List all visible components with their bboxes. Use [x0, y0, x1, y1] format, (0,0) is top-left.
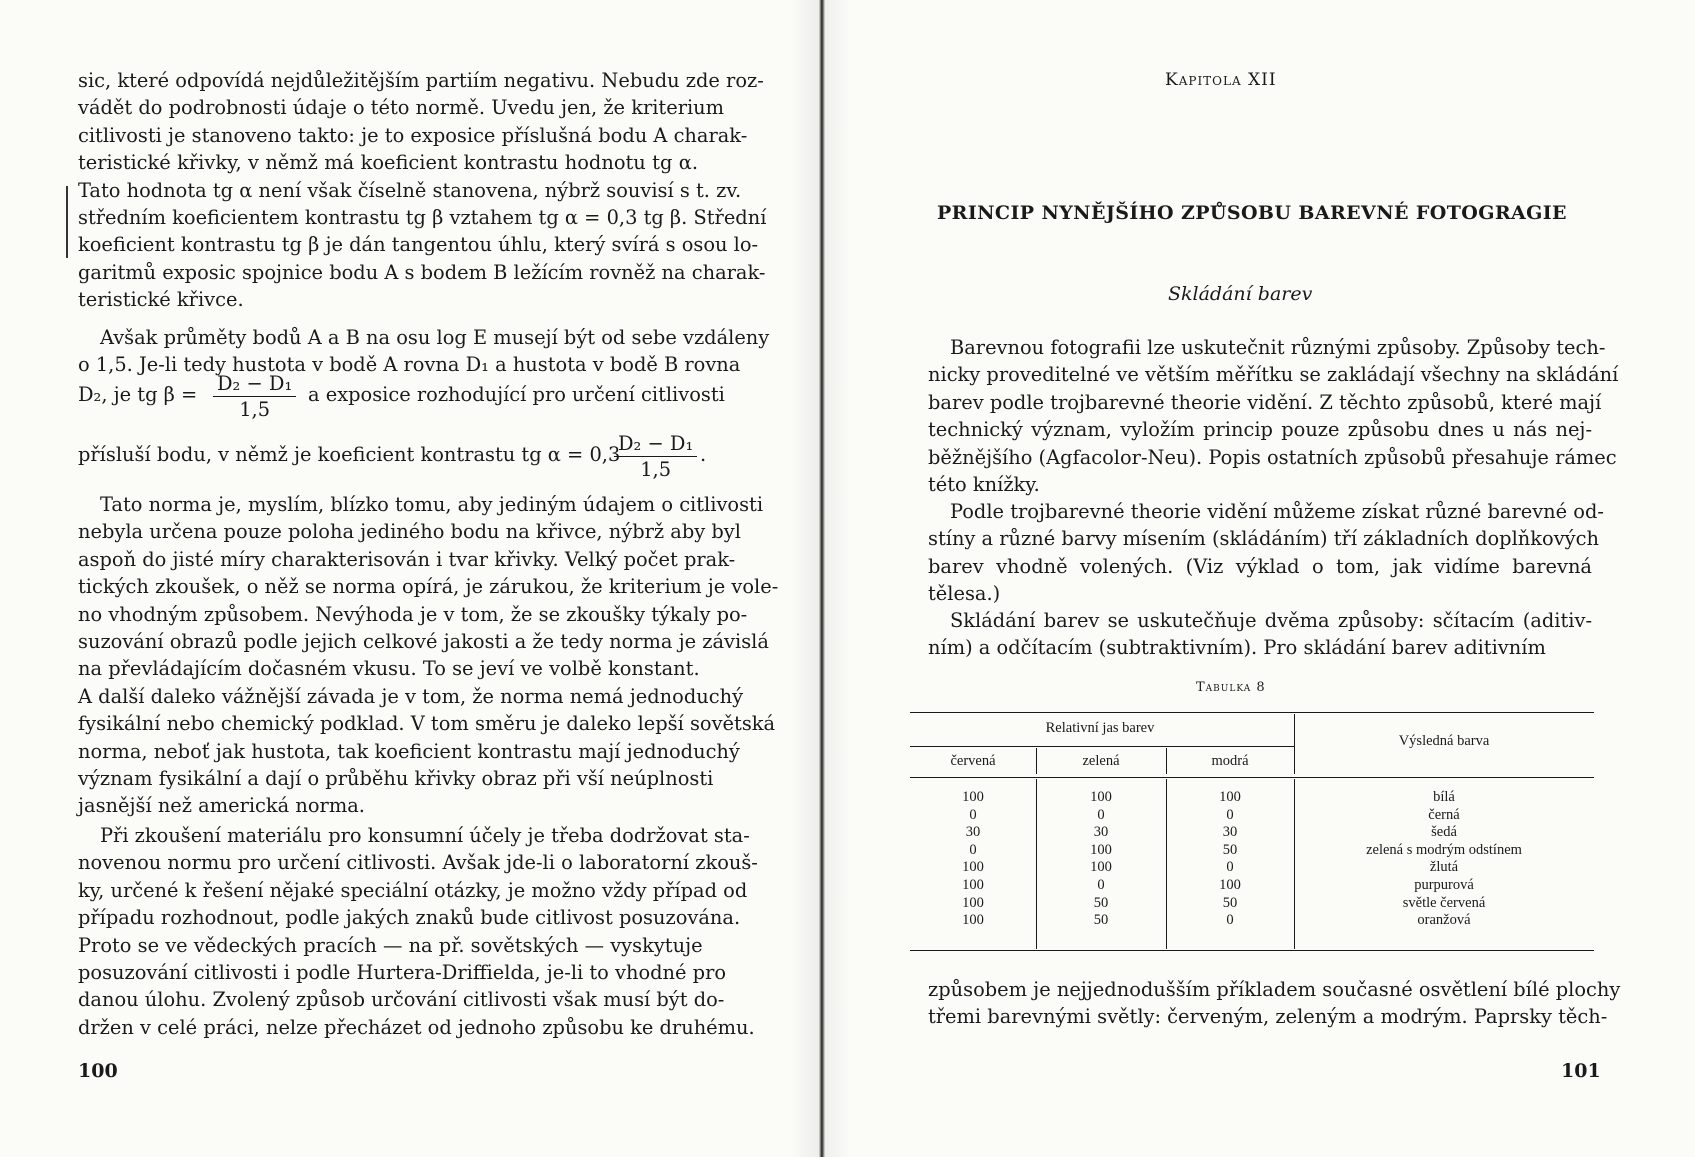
right-paragraph-3 — [928, 607, 1592, 662]
table-cell: 100 — [1219, 789, 1241, 805]
formula2-numerator: D₂ − D₁ — [614, 432, 697, 457]
formula2-fraction — [614, 432, 697, 481]
formula2-lead: přísluší bodu, v němž je koeficient kontrastu tg α = 0,3 — [78, 443, 621, 466]
text-line: vádět do podrobnosti údaje o této normě. Uvedu jen, že kriterium — [78, 96, 725, 120]
table-caption: Tabulka 8 — [1196, 680, 1266, 695]
table-cell: bílá — [1433, 789, 1455, 805]
table-cell: 100 — [962, 912, 984, 929]
table-col-green: zelená — [1082, 753, 1120, 769]
text-line: běžnějšího (Agfacolor-Neu). Popis ostatních způsobů přesahuje rámec — [928, 445, 1617, 469]
text-line: jasnější než americká norma. — [78, 794, 365, 818]
text-line: třemi barevnými světly: červeným, zeleným a modrým. Paprsky těch- — [928, 1005, 1608, 1029]
text-line: Barevnou fotografii lze uskutečnit různými způsoby. Způsoby tech- — [950, 336, 1606, 359]
text-line: držen v celé práci, nelze přecházet od jednoho způsobu ke druhému. — [78, 1015, 755, 1039]
formula1-trail: a exposice rozhodující pro určení citlivosti — [308, 383, 725, 406]
formula1-denominator: 1,5 — [239, 398, 271, 421]
text-line: ky, určené k řešení nějaké speciální otázky, je možno vždy případ od — [78, 878, 748, 902]
text-line: tických zkoušek, o něž se norma opírá, je zárukou, že kriterium je vole- — [78, 575, 779, 599]
text-line: Proto se ve vědeckých pracích — na př. sovětských — vyskytuje — [78, 933, 703, 957]
text-line: fysikální nebo chemický podklad. V tom směru je daleko lepší sovětská — [78, 712, 776, 736]
text-line: Podle trojbarevné theorie vidění můžeme získat různé barevné od- — [950, 500, 1604, 523]
left-page — [0, 0, 820, 1157]
formula-tg-beta — [78, 383, 197, 406]
formula1-fraction — [213, 372, 296, 421]
table-cell: 0 — [1097, 806, 1105, 823]
right-paragraph-4 — [928, 976, 1621, 1031]
text-line: tělesa.) — [928, 582, 1001, 606]
table-cell: zelená s modrým odstínem — [1366, 841, 1522, 858]
chapter-heading: PRINCIP NYNĚJŠÍHO ZPŮSOBU BAREVNÉ FOTOGRAGIE — [937, 202, 1567, 224]
text-line: teristické křivky, v němž má koeficient kontrastu hodnotu tg α. — [78, 151, 698, 175]
text-line: garitmů exposic spojnice bodu A s bodem B ležícím rovněž na charak- — [78, 260, 766, 284]
right-paragraph-2 — [928, 498, 1604, 608]
table-cell: 0 — [1097, 877, 1105, 893]
formula1-lead: D₂, je tg β = — [78, 383, 198, 406]
table-divider — [1294, 779, 1295, 949]
left-paragraph-3 — [78, 491, 779, 820]
table-cell: 50 — [1093, 912, 1109, 929]
text-line: A další daleko vážnější závada je v tom, že norma nemá jednoduchý — [78, 684, 744, 708]
table-cell: 100 — [962, 877, 984, 893]
table-divider — [1294, 714, 1295, 774]
table-result-header: Výsledná barva — [1398, 733, 1490, 749]
text-line: Skládání barev se uskutečňuje dvěma způsoby: sčítacím (aditiv- — [950, 609, 1592, 632]
text-line: suzování obrazů podle jejich celkové jakosti a že tedy norma je závislá — [78, 629, 769, 653]
table-cell: 0 — [1226, 806, 1234, 823]
table-cell: 50 — [1093, 894, 1109, 911]
text-line: technický význam, vyložím princip pouze způsobu dnes u nás nej- — [928, 418, 1592, 442]
chapter-label: Kapitola XII — [1165, 70, 1277, 90]
text-line: no vhodným způsobem. Nevýhoda je v tom, že se zkoušky týkaly po- — [78, 602, 748, 626]
table-cell: 0 — [1226, 859, 1234, 876]
text-line: význam fysikální a dají o průběhu křivky obraz při vší neúplnosti — [78, 766, 714, 790]
left-page-number: 100 — [78, 1060, 118, 1082]
text-line: stíny a různé barvy mísením (skládáním) tří základních doplňkových — [928, 527, 1599, 551]
text-line: citlivosti je stanoveno takto: je to exposice příslušná bodu A charak- — [78, 123, 748, 147]
table-cell: 50 — [1222, 841, 1238, 858]
table-cell: oranžová — [1417, 912, 1471, 929]
text-line: způsobem je nejjednodušším příkladem současné osvětlení bílé plochy — [928, 978, 1621, 1001]
left-paragraph-4 — [78, 822, 758, 1041]
table-cell: 30 — [1222, 824, 1238, 841]
text-line: aspoň do jisté míry charakterisován i tvar křivky. Velký počet prak- — [78, 547, 736, 571]
text-line: danou úlohu. Zvolený způsob určování citlivosti však musí být do- — [78, 988, 725, 1012]
table-cell: 100 — [1090, 859, 1112, 876]
table-cell: 50 — [1222, 894, 1238, 911]
table-cell: 100 — [962, 894, 984, 911]
text-line: teristické křivce. — [78, 288, 244, 312]
table-top-rule — [910, 712, 1594, 713]
left-paragraph-2 — [78, 324, 770, 379]
table-group-header: Relativní jas barev — [1045, 720, 1155, 736]
text-line: Avšak průměty bodů A a B na osu log E musejí být od sebe vzdáleny — [100, 326, 770, 349]
right-page-number: 101 — [1561, 1060, 1601, 1082]
table-cell: černá — [1428, 806, 1460, 823]
table-cell: 0 — [969, 806, 977, 823]
text-line: případu rozhodnout, podle jakých znaků bude citlivost posuzována. — [78, 906, 741, 930]
table-cell: šedá — [1431, 824, 1457, 841]
right-page — [822, 0, 1695, 1157]
table-cell: žlutá — [1429, 859, 1459, 876]
table-col-blue: modrá — [1211, 753, 1249, 769]
text-line: Tato norma je, myslím, blízko tomu, aby jediným údajem o citlivosti — [100, 493, 764, 516]
text-line: novenou normu pro určení citlivosti. Avšak jde-li o laboratorní zkouš- — [78, 851, 758, 875]
table-cell: 100 — [1090, 841, 1112, 858]
section-subheading: Skládání barev — [1168, 283, 1313, 305]
text-line: Tato hodnota tg α není však číselně stanovena, nýbrž souvisí s t. zv. — [78, 178, 742, 202]
table-cell: 0 — [1226, 912, 1234, 929]
table-cell: 100 — [1219, 877, 1241, 893]
right-paragraph-1 — [928, 334, 1619, 498]
table-divider — [1166, 779, 1167, 949]
text-line: sic, které odpovídá nejdůležitějším partiím negativu. Nebudu zde roz- — [78, 69, 764, 92]
text-line: norma, neboť jak hustota, tak koeficient kontrastu mají jednoduchý — [78, 739, 740, 763]
table-cell: 30 — [1093, 824, 1109, 841]
table-cell: 100 — [962, 859, 984, 876]
table-bottom-rule — [910, 950, 1594, 951]
table-divider — [1036, 748, 1037, 774]
formula1-numerator: D₂ − D₁ — [213, 372, 296, 397]
text-line: barev vhodně volených. (Viz výklad o tom, jak vidíme barevná — [928, 554, 1592, 578]
margin-pencil-mark — [66, 186, 68, 258]
table-divider — [1036, 779, 1037, 949]
formula2-denominator: 1,5 — [640, 458, 672, 481]
text-line: ním) a odčítacím (subtraktivním). Pro skládání barev aditivním — [928, 636, 1546, 660]
text-line: na převládajícím dočasném vkusu. To se jeví ve volbě konstant. — [78, 657, 700, 681]
formula2-trail: . — [700, 443, 707, 466]
table-col-red: červená — [950, 753, 996, 769]
text-line: této knížky. — [928, 472, 1040, 496]
text-line: barev podle trojbarevné theorie vidění. Z těchto způsobů, které mají — [928, 390, 1602, 414]
table-divider — [1166, 748, 1167, 774]
table-cell: 100 — [1090, 789, 1112, 805]
table-header-rule — [910, 777, 1594, 778]
table-cell: světle červená — [1402, 894, 1486, 911]
text-line: koeficient kontrastu tg β je dán tangentou úhlu, který svírá s osou lo- — [78, 233, 759, 257]
table-cell: 30 — [965, 824, 981, 841]
text-line: o 1,5. Je-li tedy hustota v bodě A rovna D₁ a hustota v bodě B rovna — [78, 353, 741, 377]
left-paragraph-1 — [78, 67, 767, 314]
table-cell: purpurová — [1414, 877, 1474, 893]
table-cell: 0 — [969, 841, 977, 858]
formula-tg-alpha — [78, 443, 620, 466]
text-line: středním koeficientem kontrastu tg β vztahem tg α = 0,3 tg β. Střední — [78, 205, 767, 229]
table-cell: 100 — [962, 789, 984, 805]
table-group-rule — [910, 746, 1294, 747]
text-line: Při zkoušení materiálu pro konsumní účely je třeba dodržovat sta- — [100, 824, 750, 847]
text-line: nicky proveditelné ve větším měřítku se zakládají všechny na skládání — [928, 363, 1619, 387]
text-line: posuzování citlivosti i podle Hurtera-Driffielda, je-li to vhodné pro — [78, 960, 727, 984]
text-line: nebyla určena pouze poloha jediného bodu na křivce, nýbrž aby byl — [78, 520, 741, 544]
